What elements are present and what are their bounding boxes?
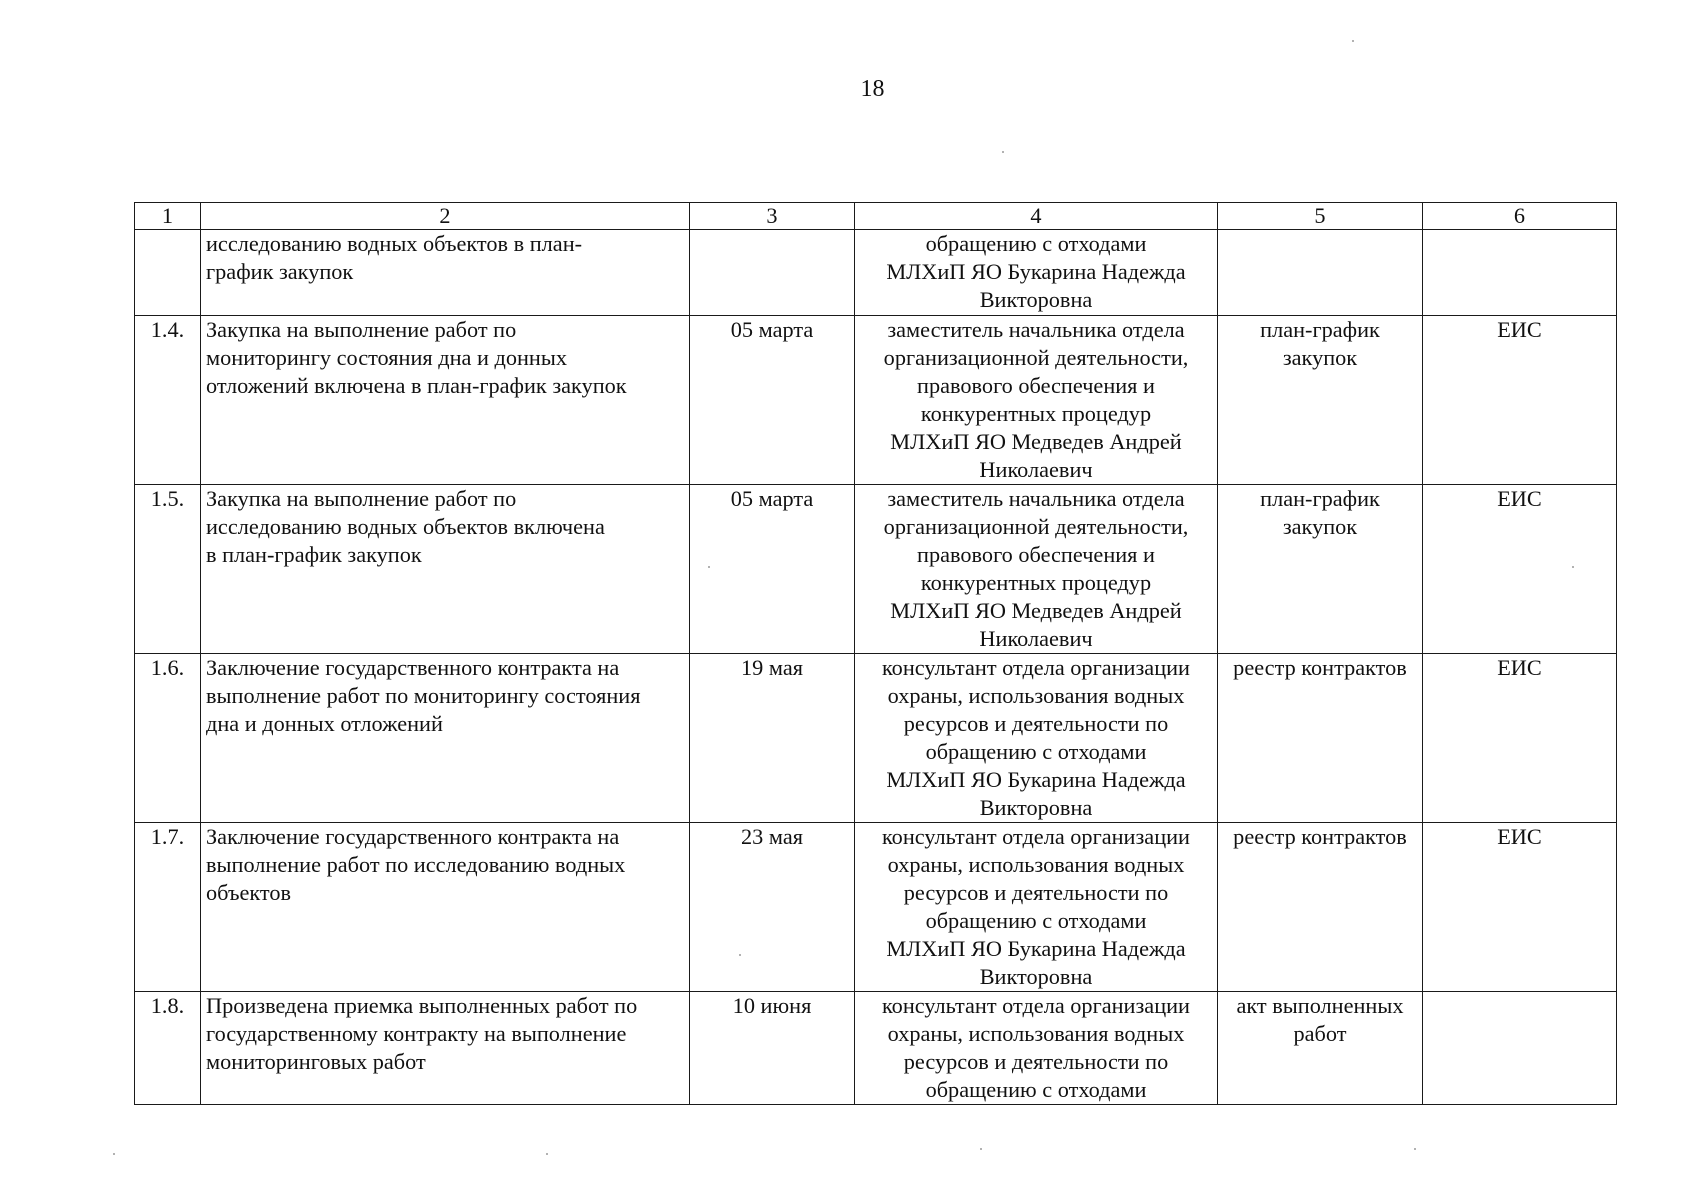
- cell-line: график закупок: [206, 259, 354, 284]
- cell-line: исследованию водных объектов включена: [206, 514, 605, 539]
- table-row: [135, 654, 1617, 823]
- cell-line: выполнение работ по мониторингу состояния: [206, 683, 641, 708]
- cell-line: правового обеспечения и: [917, 373, 1155, 398]
- cell-line: обращению с отходами: [925, 908, 1147, 933]
- cell-line: Заключение государственного контракта на: [206, 655, 620, 680]
- cell-line: реестр контрактов: [1233, 655, 1407, 680]
- responsible-person-cell: [855, 230, 1218, 316]
- item-number-cell: 1.8.: [135, 992, 201, 1105]
- cell-line: закупок: [1282, 514, 1358, 539]
- cell-line: организационной деятельности,: [883, 345, 1189, 370]
- cell-line: Викторовна: [979, 964, 1093, 989]
- table-row: [135, 230, 1617, 316]
- information-system-cell: [1423, 230, 1617, 316]
- cell-line: обращению с отходами: [925, 231, 1147, 256]
- table-row: [135, 316, 1617, 485]
- cell-line: закупок: [1282, 345, 1358, 370]
- document-type-cell: [1218, 823, 1423, 992]
- document-type-cell: [1218, 316, 1423, 485]
- cell-line: заместитель начальника отдела: [887, 486, 1185, 511]
- event-description-cell: [201, 230, 690, 316]
- responsible-person-cell: [855, 485, 1218, 654]
- cell-line: исследованию водных объектов в план-: [206, 231, 583, 256]
- table-row: [135, 823, 1617, 992]
- plan-table-body: [135, 203, 1617, 1105]
- item-number-cell: 1.6.: [135, 654, 201, 823]
- cell-line: ресурсов и деятельности по: [903, 711, 1169, 736]
- scan-speck: [980, 1148, 982, 1150]
- document-type-cell: [1218, 654, 1423, 823]
- document-type-cell: [1218, 230, 1423, 316]
- cell-line: Викторовна: [979, 795, 1093, 820]
- cell-line: Заключение государственного контракта на: [206, 824, 620, 849]
- cell-line: в план-график закупок: [206, 542, 422, 567]
- item-number-cell: 1.4.: [135, 316, 201, 485]
- cell-line: МЛХиП ЯО Медведев Андрей: [890, 598, 1182, 623]
- cell-line: работ: [1293, 1021, 1347, 1046]
- deadline-cell: 19 мая: [690, 654, 855, 823]
- scan-speck: [1352, 40, 1354, 42]
- cell-line: план-график: [1260, 317, 1380, 342]
- deadline-cell: 05 марта: [690, 485, 855, 654]
- column-header-1: 1: [135, 203, 201, 230]
- event-description-cell: [201, 654, 690, 823]
- cell-line: Закупка на выполнение работ по: [206, 486, 517, 511]
- information-system-cell: ЕИС: [1423, 823, 1617, 992]
- cell-line: консультант отдела организации: [881, 993, 1190, 1018]
- scan-speck: [546, 1153, 548, 1155]
- cell-line: консультант отдела организации: [881, 655, 1190, 680]
- cell-line: Викторовна: [979, 287, 1093, 312]
- cell-line: МЛХиП ЯО Букарина Надежда: [886, 767, 1186, 792]
- cell-line: ресурсов и деятельности по: [903, 1049, 1169, 1074]
- cell-line: Закупка на выполнение работ по: [206, 317, 517, 342]
- cell-line: реестр контрактов: [1233, 824, 1407, 849]
- page-number: 18: [860, 76, 885, 102]
- deadline-cell: 23 мая: [690, 823, 855, 992]
- cell-line: план-график: [1260, 486, 1380, 511]
- responsible-person-cell: [855, 823, 1218, 992]
- cell-line: Николаевич: [979, 457, 1093, 482]
- cell-line: консультант отдела организации: [881, 824, 1190, 849]
- deadline-cell: [690, 230, 855, 316]
- cell-line: выполнение работ по исследованию водных: [206, 852, 626, 877]
- scan-speck: [1572, 566, 1574, 568]
- cell-line: организационной деятельности,: [883, 514, 1189, 539]
- cell-line: мониторингу состояния дна и донных: [206, 345, 567, 370]
- event-description-cell: [201, 992, 690, 1105]
- cell-line: ресурсов и деятельности по: [903, 880, 1169, 905]
- cell-line: Николаевич: [979, 626, 1093, 651]
- cell-line: обращению с отходами: [925, 1077, 1147, 1102]
- plan-table: [134, 202, 1617, 1105]
- information-system-cell: ЕИС: [1423, 654, 1617, 823]
- responsible-person-cell: [855, 654, 1218, 823]
- cell-line: охраны, использования водных: [887, 683, 1185, 708]
- cell-line: заместитель начальника отдела: [887, 317, 1185, 342]
- cell-line: Произведена приемка выполненных работ по: [206, 993, 638, 1018]
- document-type-cell: [1218, 992, 1423, 1105]
- item-number-cell: 1.7.: [135, 823, 201, 992]
- cell-line: конкурентных процедур: [920, 570, 1152, 595]
- event-description-cell: [201, 823, 690, 992]
- information-system-cell: ЕИС: [1423, 485, 1617, 654]
- cell-line: мониторинговых работ: [206, 1049, 426, 1074]
- cell-line: МЛХиП ЯО Букарина Надежда: [886, 259, 1186, 284]
- cell-line: охраны, использования водных: [887, 1021, 1185, 1046]
- event-description-cell: [201, 485, 690, 654]
- cell-line: государственному контракту на выполнение: [206, 1021, 627, 1046]
- column-header-5: 5: [1218, 203, 1423, 230]
- cell-line: МЛХиП ЯО Букарина Надежда: [886, 936, 1186, 961]
- scan-speck: [113, 1153, 115, 1155]
- column-header-4: 4: [855, 203, 1218, 230]
- cell-line: МЛХиП ЯО Медведев Андрей: [890, 429, 1182, 454]
- scan-speck: [1414, 1148, 1416, 1150]
- scan-speck: [1002, 151, 1004, 153]
- scan-speck: [708, 566, 710, 568]
- event-description-cell: [201, 316, 690, 485]
- table-row: [135, 992, 1617, 1105]
- table-row: [135, 485, 1617, 654]
- column-header-6: 6: [1423, 203, 1617, 230]
- column-header-2: 2: [201, 203, 690, 230]
- information-system-cell: [1423, 992, 1617, 1105]
- information-system-cell: ЕИС: [1423, 316, 1617, 485]
- cell-line: конкурентных процедур: [920, 401, 1152, 426]
- cell-line: правового обеспечения и: [917, 542, 1155, 567]
- deadline-cell: 10 июня: [690, 992, 855, 1105]
- scan-speck: [739, 954, 741, 956]
- cell-line: дна и донных отложений: [206, 711, 443, 736]
- deadline-cell: 05 марта: [690, 316, 855, 485]
- cell-line: обращению с отходами: [925, 739, 1147, 764]
- document-type-cell: [1218, 485, 1423, 654]
- responsible-person-cell: [855, 992, 1218, 1105]
- item-number-cell: [135, 230, 201, 316]
- cell-line: охраны, использования водных: [887, 852, 1185, 877]
- table-header-row: [135, 203, 1617, 230]
- cell-line: акт выполненных: [1236, 993, 1404, 1018]
- cell-line: объектов: [206, 880, 292, 905]
- item-number-cell: 1.5.: [135, 485, 201, 654]
- column-header-3: 3: [690, 203, 855, 230]
- cell-line: отложений включена в план-график закупок: [206, 373, 627, 398]
- responsible-person-cell: [855, 316, 1218, 485]
